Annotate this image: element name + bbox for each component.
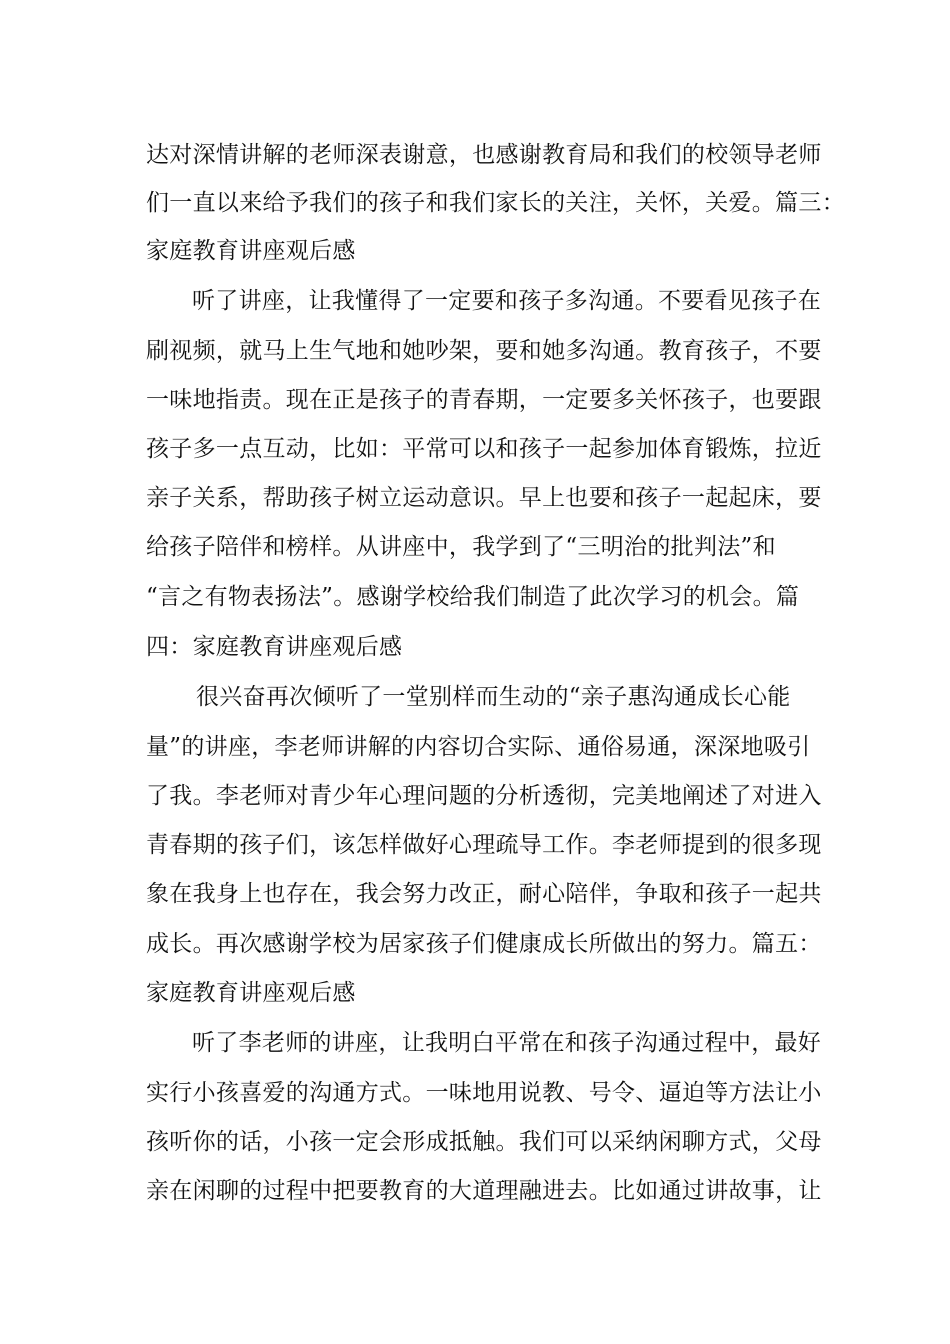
text-line: 亲子关系，帮助孩子树立运动意识。早上也要和孩子一起起床，要 — [146, 485, 822, 511]
paragraph-start-line: 听了李老师的讲座，让我明白平常在和孩子沟通过程中，最好 — [192, 1030, 822, 1056]
text-line: 量”的讲座，李老师讲解的内容切合实际、通俗易通，深深地吸引 — [146, 734, 811, 760]
text-line: 孩听你的话，小孩一定会形成抵触。我们可以采纳闲聊方式，父母 — [146, 1129, 822, 1155]
text-line: 象在我身上也存在，我会努力改正，耐心陪伴，争取和孩子一起共 — [146, 881, 822, 907]
section-heading: 家庭教育讲座观后感 — [146, 980, 356, 1006]
text-line: 亲在闲聊的过程中把要教育的大道理融进去。比如通过讲故事，让 — [146, 1178, 822, 1204]
paragraph-start-line: 很兴奋再次倾听了一堂别样而生动的“亲子惠沟通成长心能 — [196, 684, 791, 710]
text-line: 了我。李老师对青少年心理问题的分析透彻，完美地阐述了对进入 — [146, 783, 822, 809]
text-line: 实行小孩喜爱的沟通方式。一味地用说教、号令、逼迫等方法让小 — [146, 1080, 822, 1106]
text-line: “言之有物表扬法”。感谢学校给我们制造了此次学习的机会。篇 — [146, 584, 800, 610]
text-line: 一味地指责。现在正是孩子的青春期，一定要多关怀孩子，也要跟 — [146, 387, 822, 413]
text-line: 们一直以来给予我们的孩子和我们家长的关注，关怀，关爱。篇三： — [146, 190, 845, 216]
text-line: 孩子多一点互动，比如：平常可以和孩子一起参加体育锻炼，拉近 — [146, 436, 822, 462]
paragraph-start-line: 听了讲座，让我懂得了一定要和孩子多沟通。不要看见孩子在 — [192, 288, 822, 314]
text-line: 成长。再次感谢学校为居家孩子们健康成长所做出的努力。篇五： — [146, 931, 822, 957]
text-line: 达对深情讲解的老师深表谢意，也感谢教育局和我们的校领导老师 — [146, 142, 822, 168]
text-line: 刷视频，就马上生气地和她吵架，要和她多沟通。教育孩子，不要 — [146, 338, 822, 364]
section-heading: 四：家庭教育讲座观后感 — [146, 634, 403, 660]
section-heading: 家庭教育讲座观后感 — [146, 238, 356, 264]
text-line: 给孩子陪伴和榜样。从讲座中，我学到了“三明治的批判法”和 — [146, 534, 776, 560]
text-line: 青春期的孩子们，该怎样做好心理疏导工作。李老师提到的很多现 — [146, 832, 822, 858]
